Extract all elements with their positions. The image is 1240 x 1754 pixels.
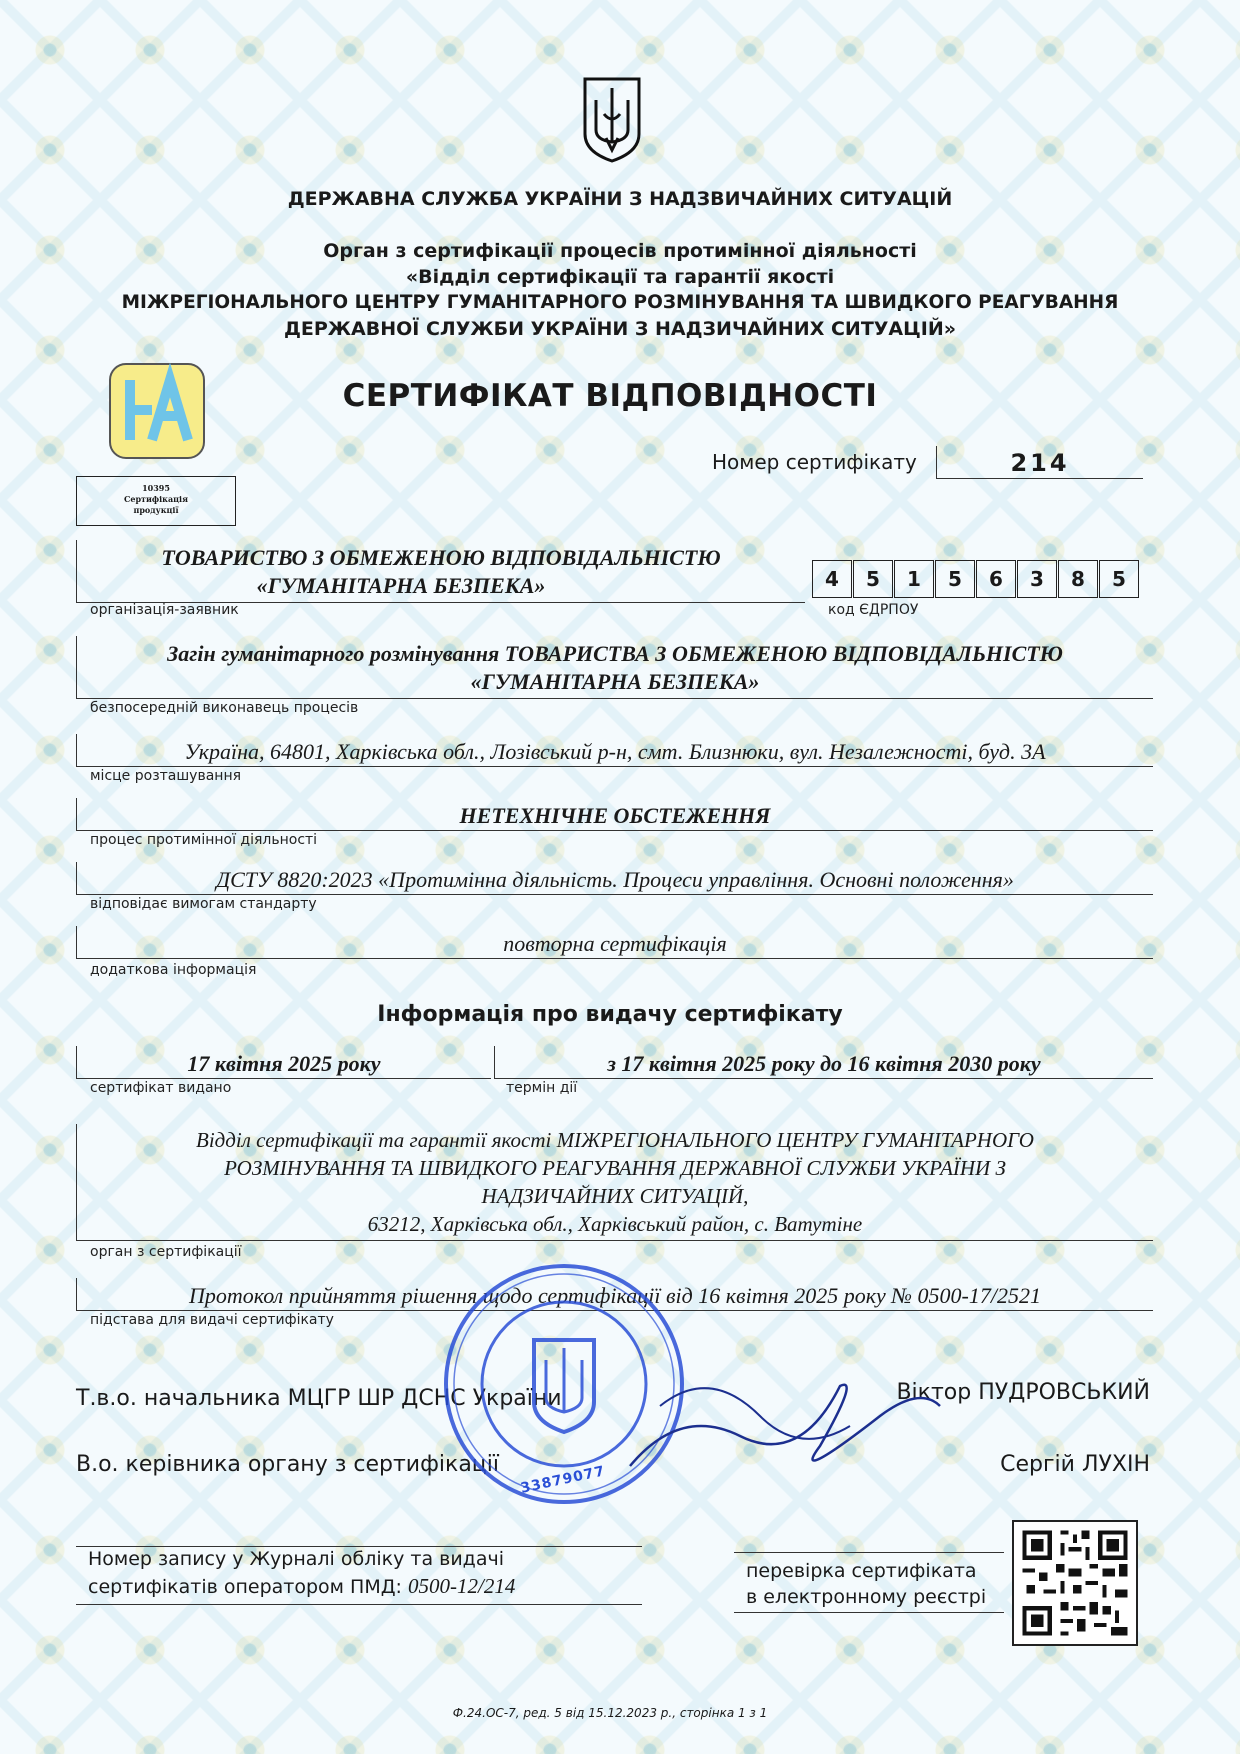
- qr-code-icon: [1014, 1522, 1136, 1644]
- cert-number-value: 214: [1010, 449, 1070, 477]
- qr-code[interactable]: [1012, 1520, 1138, 1646]
- journal-number: 0500-12/214: [408, 1574, 516, 1598]
- edrpou-digit: 1: [894, 560, 934, 598]
- applicant-line-2: «ГУМАНІТАРНА БЕЗПЕКА»: [256, 573, 546, 598]
- edrpou-boxes: [812, 560, 1139, 598]
- cert-body-field: [76, 1124, 1153, 1241]
- process-caption: процес протимінної діяльності: [90, 832, 318, 848]
- location-caption: місце розташування: [90, 768, 242, 784]
- issued-caption: сертифікат видано: [90, 1080, 232, 1096]
- cert-body-line-1: Відділ сертифікації та гарантії якості МІЖРЕГІОНАЛЬНОГО ЦЕНТРУ ГУМАНІТАРНОГО: [196, 1128, 1034, 1152]
- edrpou-digit: 4: [812, 560, 852, 598]
- validity-field: [494, 1046, 1153, 1079]
- basis-caption: підстава для видачі сертифікату: [90, 1312, 334, 1328]
- body-line-4: ДЕРЖАВНОЇ СЛУЖБИ УКРАЇНИ З НАДЗИЧАЙНИХ СИТУАЦІЙ»: [283, 318, 957, 340]
- signatory-1-name: Віктор ПУДРОВСЬКИЙ: [896, 1380, 1150, 1405]
- issued-value: 17 квітня 2025 року: [187, 1051, 381, 1076]
- registry-line-1: перевірка сертифіката: [746, 1560, 977, 1582]
- journal-topline: [76, 1546, 642, 1547]
- form-footer: Ф.24.ОС-7, ред. 5 від 15.12.2023 р., сторінка 1 з 1: [452, 1706, 768, 1720]
- registry-line-2: в електронному реєстрі: [746, 1586, 987, 1608]
- cert-body-caption: орган з сертифікації: [90, 1244, 242, 1260]
- standard-caption: відповідає вимогам стандарту: [90, 896, 317, 912]
- certificate-title: СЕРТИФІКАТ ВІДПОВІДНОСТІ: [342, 378, 878, 414]
- edrpou-digit: 6: [976, 560, 1016, 598]
- issue-info-title: Інформація про видачу сертифікату: [377, 1002, 843, 1027]
- product-cert-mark: [76, 476, 236, 526]
- registry-underline: [734, 1612, 1004, 1613]
- additional-field: [76, 926, 1153, 959]
- validity-caption: термін дії: [506, 1080, 578, 1096]
- cert-body-line-2: РОЗМІНУВАННЯ ТА ШВИДКОГО РЕАГУВАННЯ ДЕРЖАВНОЇ СЛУЖБИ УКРАЇНИ З: [224, 1156, 1006, 1180]
- handwritten-signature: [620, 1346, 950, 1496]
- signatory-2-name: Сергій ЛУХІН: [1000, 1452, 1150, 1477]
- executor-line-2: «ГУМАНІТАРНА БЕЗПЕКА»: [470, 669, 760, 694]
- edrpou-digit: 8: [1058, 560, 1098, 598]
- location-field: [76, 734, 1153, 767]
- issued-field: [76, 1046, 491, 1079]
- mark-code: 10395: [142, 483, 170, 493]
- journal-underline: [76, 1604, 642, 1605]
- executor-line-1: Загін гуманітарного розмінування ТОВАРИСТВА З ОБМЕЖЕНОЮ ВІДПОВІДАЛЬНІСТЮ: [167, 641, 1063, 666]
- edrpou-digit: 5: [853, 560, 893, 598]
- additional-value: повторна сертифікація: [503, 931, 727, 956]
- edrpou-digit: 3: [1017, 560, 1057, 598]
- journal-line-2: сертифікатів оператором ПМД:: [88, 1576, 402, 1598]
- stamp-code: 33879077: [519, 1463, 607, 1497]
- validity-value: з 17 квітня 2025 року до 16 квітня 2030 року: [607, 1051, 1041, 1076]
- edrpou-caption: код ЄДРПОУ: [828, 602, 919, 618]
- process-field: [76, 798, 1153, 831]
- executor-field: [76, 636, 1153, 699]
- executor-caption: безпосередній виконавець процесів: [90, 700, 359, 716]
- additional-caption: додаткова інформація: [90, 962, 257, 978]
- journal-line-2-wrap: [88, 1574, 515, 1599]
- registry-topline: [734, 1552, 1004, 1553]
- edrpou-digit: 5: [935, 560, 975, 598]
- cert-number-label: Номер сертифікату: [712, 450, 917, 474]
- body-line-2: «Відділ сертифікації та гарантії якості: [405, 266, 835, 288]
- edrpou-digit: 5: [1099, 560, 1139, 598]
- cert-body-line-3: НАДЗИЧАЙНИХ СИТУАЦІЙ,: [481, 1184, 749, 1208]
- signatory-1-role: Т.в.о. начальника МЦГР ШР ДСНС України: [76, 1386, 562, 1411]
- cert-body-line-4: 63212, Харківська обл., Харківський район, с. Ватутіне: [367, 1212, 863, 1236]
- body-line-3: МІЖРЕГІОНАЛЬНОГО ЦЕНТРУ ГУМАНІТАРНОГО РОЗМІНУВАННЯ ТА ШВИДКОГО РЕАГУВАННЯ: [121, 292, 1119, 313]
- location-value: Україна, 64801, Харківська обл., Лозівський р-н, смт. Близнюки, вул. Незалежності, буд. 3А: [184, 739, 1046, 764]
- mark-line2: продукції: [133, 505, 179, 515]
- applicant-field: [76, 540, 805, 603]
- mark-line1: Сертифікація: [123, 494, 188, 504]
- applicant-line-1: ТОВАРИСТВО З ОБМЕЖЕНОЮ ВІДПОВІДАЛЬНІСТЮ: [161, 545, 721, 570]
- standard-field: [76, 862, 1153, 895]
- process-value: НЕТЕХНІЧНЕ ОБСТЕЖЕННЯ: [459, 803, 771, 828]
- journal-line-1: Номер запису у Журналі обліку та видачі: [88, 1548, 504, 1570]
- signatory-2-role: В.о. керівника органу з сертифікації: [76, 1452, 499, 1477]
- applicant-caption: організація-заявник: [90, 602, 239, 618]
- cert-number-field: [936, 446, 1143, 479]
- body-line-1: Орган з сертифікації процесів протимінної діяльності: [323, 240, 917, 262]
- basis-value: Протокол прийняття рішення щодо сертифікації від 16 квітня 2025 року № 0500-17/2521: [189, 1283, 1041, 1308]
- standard-value: ДСТУ 8820:2023 «Протимінна діяльність. Процеси управління. Основні положення»: [216, 867, 1014, 892]
- agency-name: ДЕРЖАВНА СЛУЖБА УКРАЇНИ З НАДЗВИЧАЙНИХ СИТУАЦІЙ: [287, 188, 953, 210]
- coat-of-arms-icon: [582, 76, 642, 164]
